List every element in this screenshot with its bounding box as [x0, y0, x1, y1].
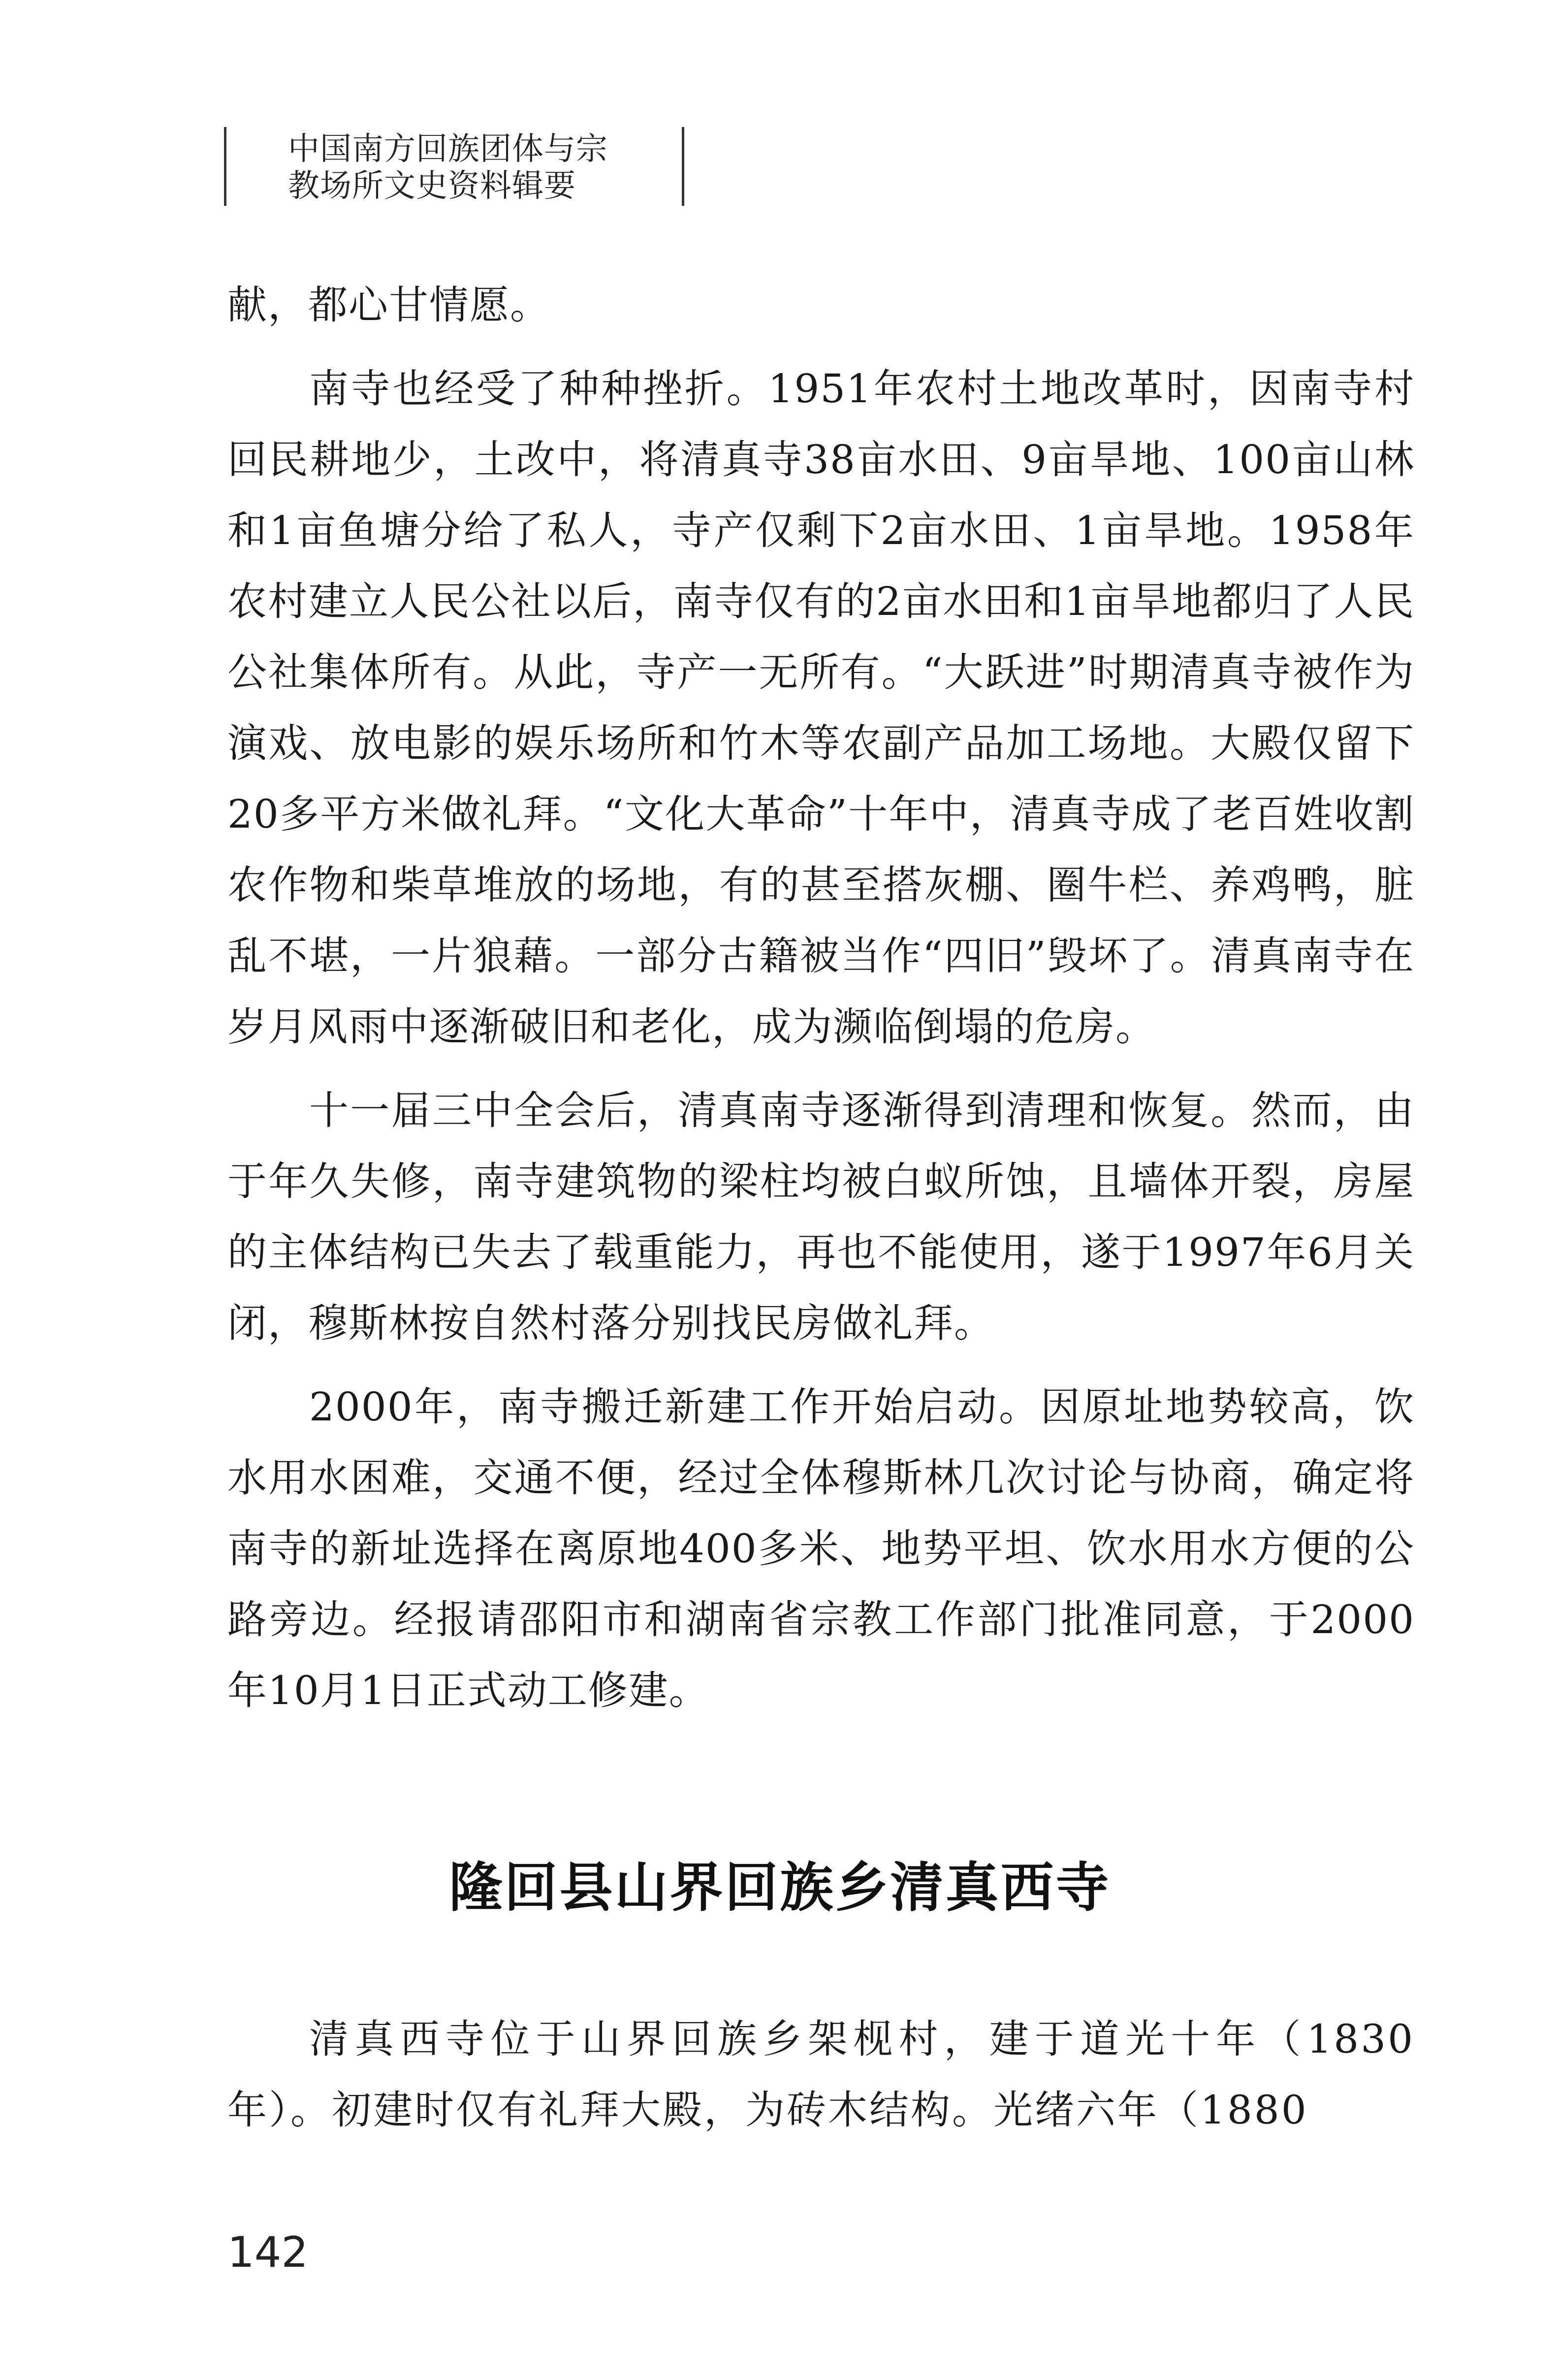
header-right-rule	[682, 127, 684, 206]
section-text	[227, 2004, 1415, 2146]
main-text	[227, 270, 1415, 1726]
paragraph: 南寺也经受了种种挫折。1951年农村土地改革时，因南寺村回民耕地少，土改中，将清真寺38亩水田、9亩旱地、100亩山林和1亩鱼塘分给了私人，寺产仅剩下2亩水田、1亩旱地。1958年农村建立人民公社以后，南寺仅有的2亩水田和1亩旱地都归了人民公社集体所有。从此，寺产一无所有。“大跃进”时期清真寺被作为演戏、放电影的娱乐场所和竹木等农副产品加工场地。大殿仅留下20多平方米做礼拜。“文化大革命”十年中，清真寺成了老百姓收割农作物和柴草堆放的场地，有的甚至搭灰棚、圈牛栏、养鸡鸭，脏乱不堪，一片狼藉。一部分古籍被当作“四旧”毁坏了。清真南寺在岁月风雨中逐渐破旧和老化，成为濒临倒塌的危房。	[227, 366, 1415, 1050]
book-title-line-1: 中国南方回族团体与宗	[288, 131, 608, 167]
page-number: 142	[227, 2228, 309, 2277]
paragraph: 2000年，南寺搬迁新建工作开始启动。因原址地势较高，饮水用水困难，交通不便，经过全体穆斯林几次讨论与协商，确定将南寺的新址选择在离原地400多米、地势平坦、饮水用水方便的公路旁边。经报请邵阳市和湖南省宗教工作部门批准同意，于2000年10月1日正式动工修建。	[227, 1384, 1415, 1713]
paragraph: 清真西寺位于山界回族乡架枧村，建于道光十年（1830年）。初建时仅有礼拜大殿，为砖木结构。光绪六年（1880	[227, 2016, 1415, 2133]
book-title-line-2: 教场所文史资料辑要	[288, 168, 576, 204]
running-header	[224, 127, 684, 206]
paragraph-continuation: 献，都心甘情愿。	[227, 282, 550, 328]
paragraph: 十一届三中全会后，清真南寺逐渐得到清理和恢复。然而，由于年久失修，南寺建筑物的梁柱均被白蚁所蚀，且墙体开裂，房屋的主体结构已失去了载重能力，再也不能使用，遂于1997年6月关闭，穆斯林按自然村落分别找民房做礼拜。	[227, 1088, 1415, 1346]
header-left-rule	[224, 127, 226, 206]
section-heading: 隆回县山界回族乡清真西寺	[449, 1857, 1111, 1919]
book-title	[288, 131, 608, 205]
